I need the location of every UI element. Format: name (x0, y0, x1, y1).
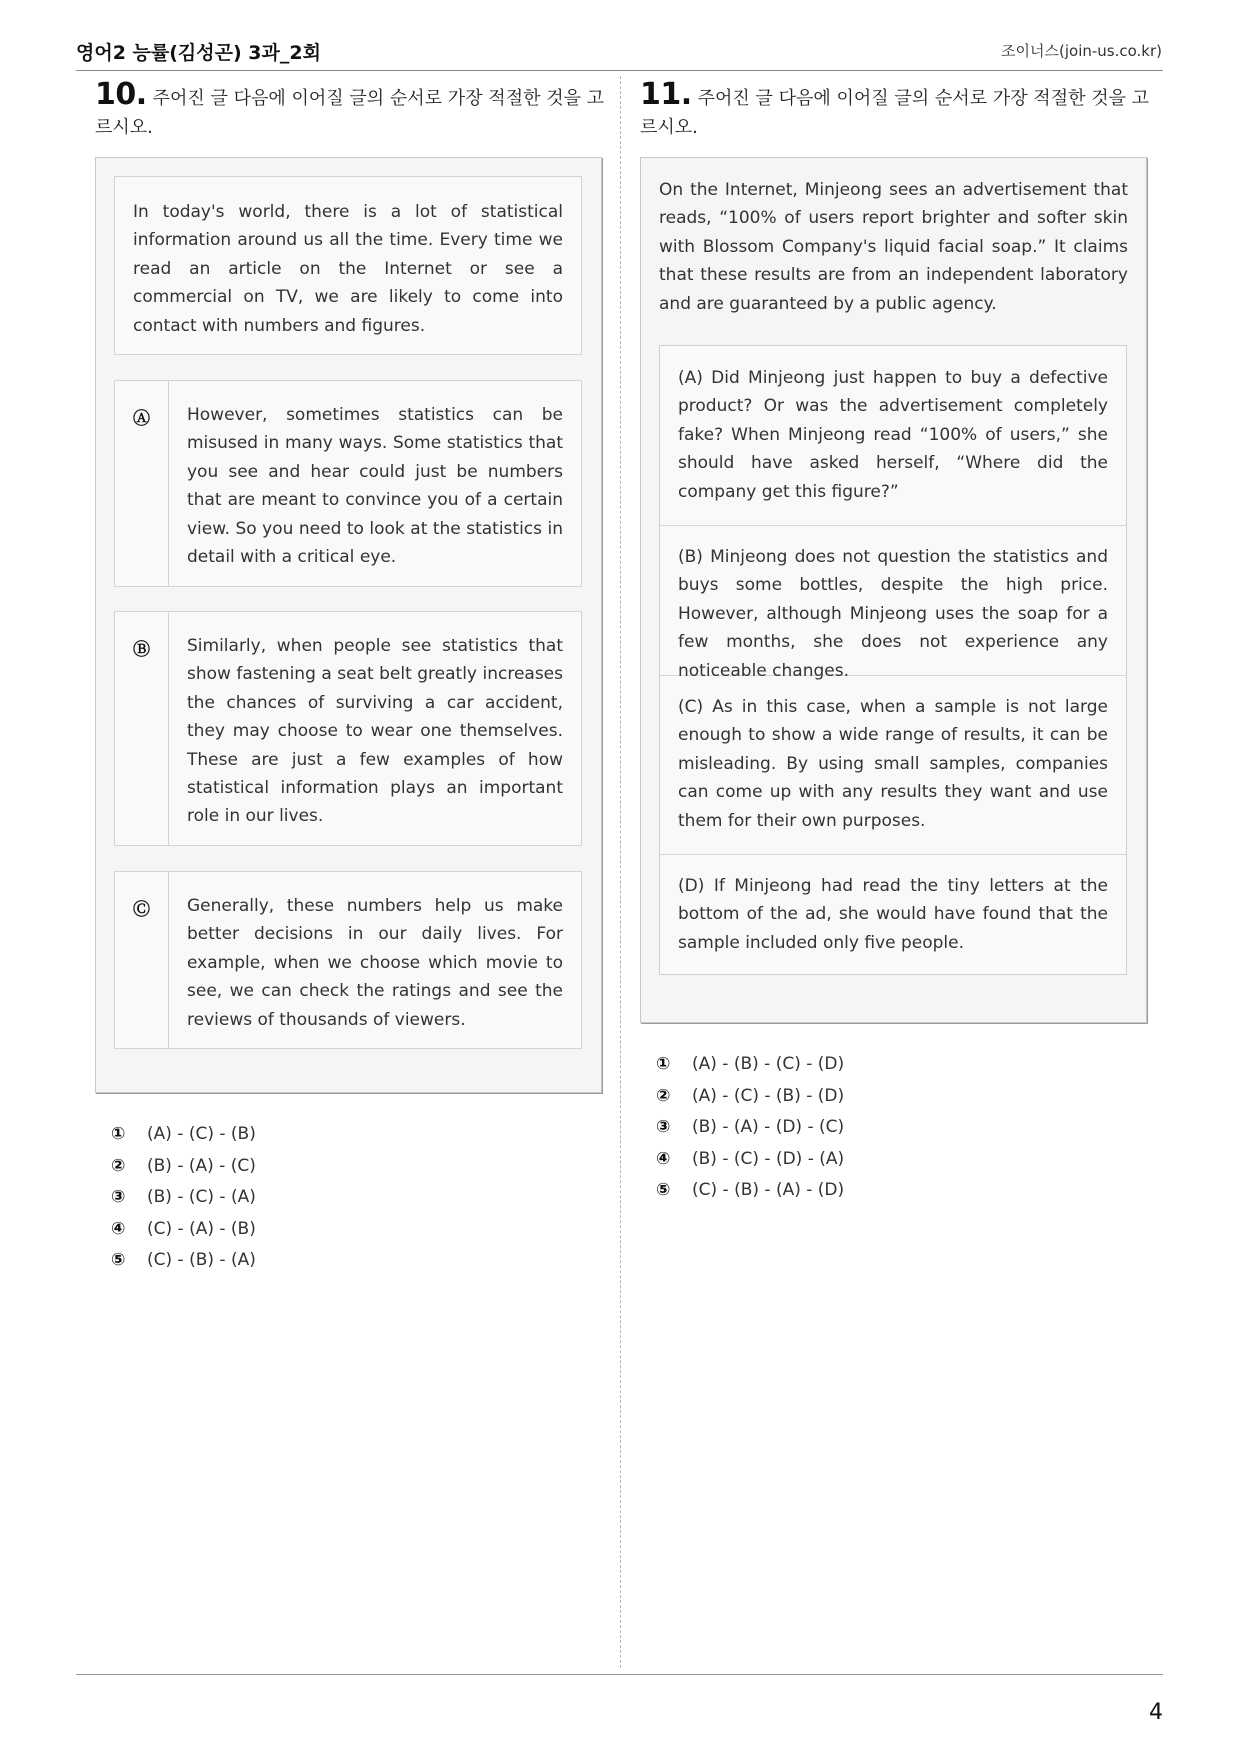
question-prompt: 주어진 글 다음에 이어질 글의 순서로 가장 적절한 것을 고르시오. (640, 88, 1150, 138)
question-11-panel (640, 157, 1147, 1023)
option-box-c (114, 871, 582, 1049)
option-text-b: Similarly, when people see statistics that show fastening a seat belt greatly increases the chances of surviving a car accident, they may choose to wear one themselves. These are just a few examples of how statistical information plays an important role in our lives. (187, 636, 563, 827)
answer-choice[interactable]: ⑤ (C) - (B) - (A) - (D) (656, 1180, 845, 1201)
question-number: 11. (640, 77, 692, 112)
column-divider (620, 76, 621, 1668)
marker-b: Ⓑ (133, 640, 150, 660)
question-prompt: 주어진 글 다음에 이어질 글의 순서로 가장 적절한 것을 고르시오. (95, 88, 605, 138)
question-number: 10. (95, 77, 147, 112)
option-text-a: (A) Did Minjeong just happen to buy a defective product? Or was the advertisement completely fake? When Minjeong read “100% of users,” she should have asked herself, “Where did the company get this figure?” (678, 368, 1108, 502)
option-text-b: (B) Minjeong does not question the statistics and buys some bottles, despite the high price. However, although Minjeong uses the soap for a few months, she does not experience any noticeable changes. (678, 547, 1108, 681)
answer-choices-11 (656, 1049, 844, 1207)
answer-choice[interactable]: ① (A) - (B) - (C) - (D) (656, 1054, 845, 1074)
option-segment-d (660, 854, 1126, 974)
question-10-panel (95, 157, 602, 1093)
answer-choice[interactable]: ③ (B) - (A) - (D) - (C) (656, 1117, 845, 1138)
option-text-a: However, sometimes statistics can be misused in many ways. Some statistics that you see and hear could just be numbers that are meant to convince you of a certain view. So you need to look at the statistics in detail with a critical eye. (187, 405, 563, 568)
answer-choice[interactable]: ② (A) - (C) - (B) - (D) (656, 1085, 845, 1106)
passage-text: On the Internet, Minjeong sees an advertisement that reads, “100% of users report brighter and softer skin with Blossom Company's liquid facial soap.” It claims that these results are from an independent laboratory and are guaranteed by a public agency. (659, 180, 1128, 314)
option-box-a (114, 380, 582, 587)
option-segment-b (660, 525, 1126, 681)
passage-text: In today's world, there is a lot of statistical information around us all the time. Every time we read an article on the Internet or see a commercial on TV, we are likely to come into contact with numbers and figures. (133, 202, 563, 336)
option-text-d: (D) If Minjeong had read the tiny letters at the bottom of the ad, she would have found that the sample included only five people. (678, 876, 1108, 953)
document-title: 영어2 능률(김성곤) 3과_2회 (76, 42, 321, 64)
given-passage (114, 176, 582, 355)
option-text-c: (C) As in this case, when a sample is not large enough to show a wide range of results, it can be misleading. By using small samples, companies can come up with any results they want and use them for their own purposes. (678, 697, 1108, 831)
option-box-b (114, 611, 582, 846)
marker-a: Ⓐ (133, 409, 150, 429)
answer-choices-10 (111, 1119, 256, 1277)
answer-choice[interactable]: ① (A) - (C) - (B) (111, 1124, 256, 1144)
question-10-header (95, 77, 605, 142)
answer-choice[interactable]: ④ (C) - (A) - (B) (111, 1218, 256, 1239)
marker-c: Ⓒ (133, 900, 150, 920)
page-number: 4 (1149, 1700, 1163, 1725)
option-segment-a (660, 346, 1126, 526)
answer-choice[interactable]: ④ (B) - (C) - (D) - (A) (656, 1148, 845, 1169)
answer-choice[interactable]: ③ (B) - (C) - (A) (111, 1187, 256, 1208)
footer-divider (76, 1674, 1163, 1675)
answer-choice[interactable]: ② (B) - (A) - (C) (111, 1155, 256, 1176)
option-text-c: Generally, these numbers help us make better decisions in our daily lives. For example, when we choose which movie to see, we can check the ratings and see the reviews of thousands of viewers. (187, 896, 563, 1030)
option-segment-c (660, 675, 1126, 855)
header-divider (76, 70, 1163, 71)
publisher-site: 조이너스(join-us.co.kr) (1001, 42, 1162, 60)
question-11-header (640, 77, 1150, 142)
ordering-options-box (659, 345, 1127, 975)
answer-choice[interactable]: ⑤ (C) - (B) - (A) (111, 1250, 256, 1271)
